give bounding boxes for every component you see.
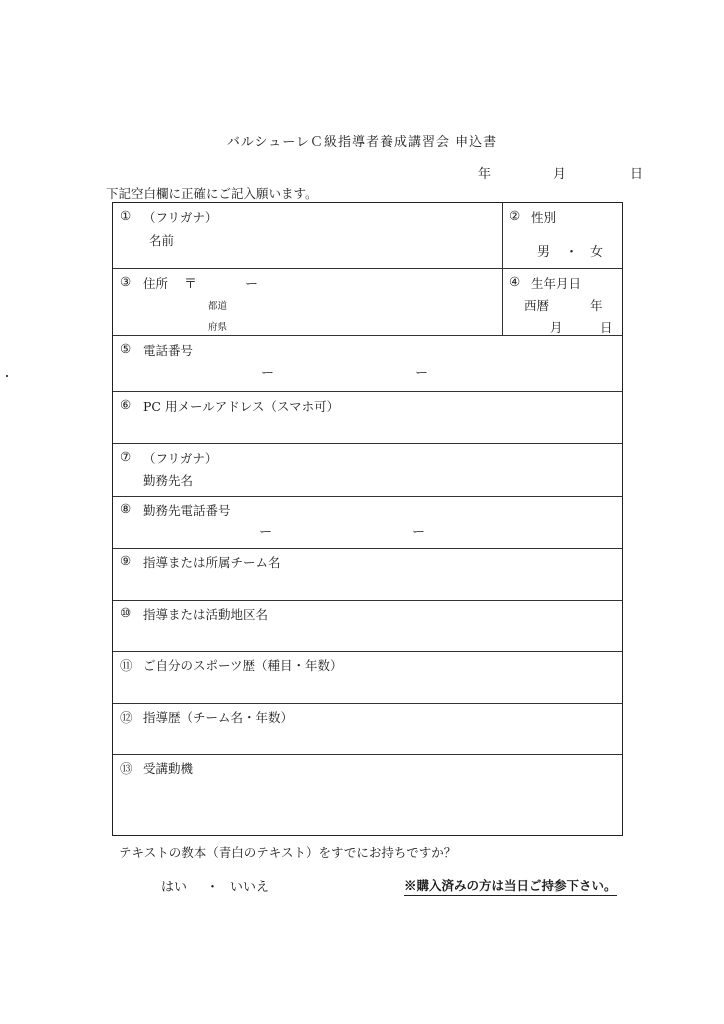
postal-dash: ー <box>245 277 259 292</box>
row-divider <box>113 600 622 601</box>
gender-label: 性別 <box>531 210 557 225</box>
row-divider <box>113 754 622 755</box>
answer-no-option[interactable]: いいえ <box>230 880 270 895</box>
purchase-note: ※購入済みの方は当日ご持参下さい。 <box>404 876 617 896</box>
field-number: ⑨ <box>120 553 132 568</box>
furigana-label: （フリガナ） <box>143 210 218 225</box>
birth-day-label: 日 <box>600 320 613 335</box>
row-divider <box>113 335 622 336</box>
team-label: 指導または所属チーム名 <box>143 555 281 570</box>
field-number: ② <box>509 208 521 223</box>
furigana-label: （フリガナ） <box>143 451 218 466</box>
birth-month-label: 月 <box>550 320 563 335</box>
gender-female-option[interactable]: 女 <box>590 245 604 260</box>
row-divider <box>113 391 622 392</box>
textbook-question: テキストの教本（青白のテキスト）をすでにお持ちですか？ <box>119 845 457 860</box>
prefecture-label-bottom: 府県 <box>208 322 228 333</box>
answer-yes-option[interactable]: はい <box>161 880 188 895</box>
region-label: 指導または活動地区名 <box>143 607 269 622</box>
email-label: PC 用メールアドレス（スマホ可） <box>143 399 340 414</box>
scan-speck <box>6 375 8 377</box>
row-divider <box>113 268 622 269</box>
date-year-label: 年 <box>478 167 492 182</box>
application-form-table <box>112 202 623 836</box>
phone-dash: ー <box>415 366 429 381</box>
coaching-history-label: 指導歴（チーム名・年数） <box>143 710 294 725</box>
date-day-label: 日 <box>630 167 644 182</box>
field-number: ① <box>120 208 132 223</box>
name-label: 名前 <box>149 233 175 248</box>
column-divider <box>502 203 503 335</box>
phone-dash: ー <box>259 525 273 540</box>
field-number: ⑬ <box>120 761 133 776</box>
field-number: ⑦ <box>120 449 132 464</box>
phone-label: 電話番号 <box>143 343 194 358</box>
date-month-label: 月 <box>553 167 567 182</box>
sports-history-label: ご自分のスポーツ歴（種目・年数） <box>143 658 343 673</box>
gender-separator: ・ <box>565 245 579 260</box>
row-divider <box>113 548 622 549</box>
field-number: ④ <box>509 274 521 289</box>
phone-dash: ー <box>261 366 275 381</box>
phone-dash: ー <box>412 525 426 540</box>
gender-male-option[interactable]: 男 <box>537 245 551 260</box>
field-number: ⑫ <box>120 710 133 725</box>
row-divider <box>113 443 622 444</box>
era-label: 西暦 <box>524 298 550 313</box>
row-divider <box>113 703 622 704</box>
field-number: ⑥ <box>120 397 132 412</box>
field-number: ⑪ <box>120 658 133 673</box>
workplace-phone-label: 勤務先電話番号 <box>143 503 231 518</box>
answer-separator: ・ <box>206 880 220 895</box>
birth-year-label: 年 <box>590 298 603 313</box>
field-number: ③ <box>120 274 132 289</box>
row-divider <box>113 496 622 497</box>
postal-mark: 〒 <box>184 277 198 292</box>
field-number: ⑧ <box>120 501 132 516</box>
instruction-text: 下記空白欄に正確にご記入願います。 <box>106 186 318 201</box>
address-label: 住所 <box>143 276 169 291</box>
workplace-label: 勤務先名 <box>143 473 194 488</box>
prefecture-label-top: 都道 <box>208 301 228 312</box>
field-number: ⑩ <box>120 605 132 620</box>
motivation-label: 受講動機 <box>143 761 194 776</box>
form-title: バルシューレＣ級指導者養成講習会 申込書 <box>226 135 498 150</box>
row-divider <box>113 651 622 652</box>
birthdate-label: 生年月日 <box>531 276 582 291</box>
field-number: ⑤ <box>120 341 132 356</box>
